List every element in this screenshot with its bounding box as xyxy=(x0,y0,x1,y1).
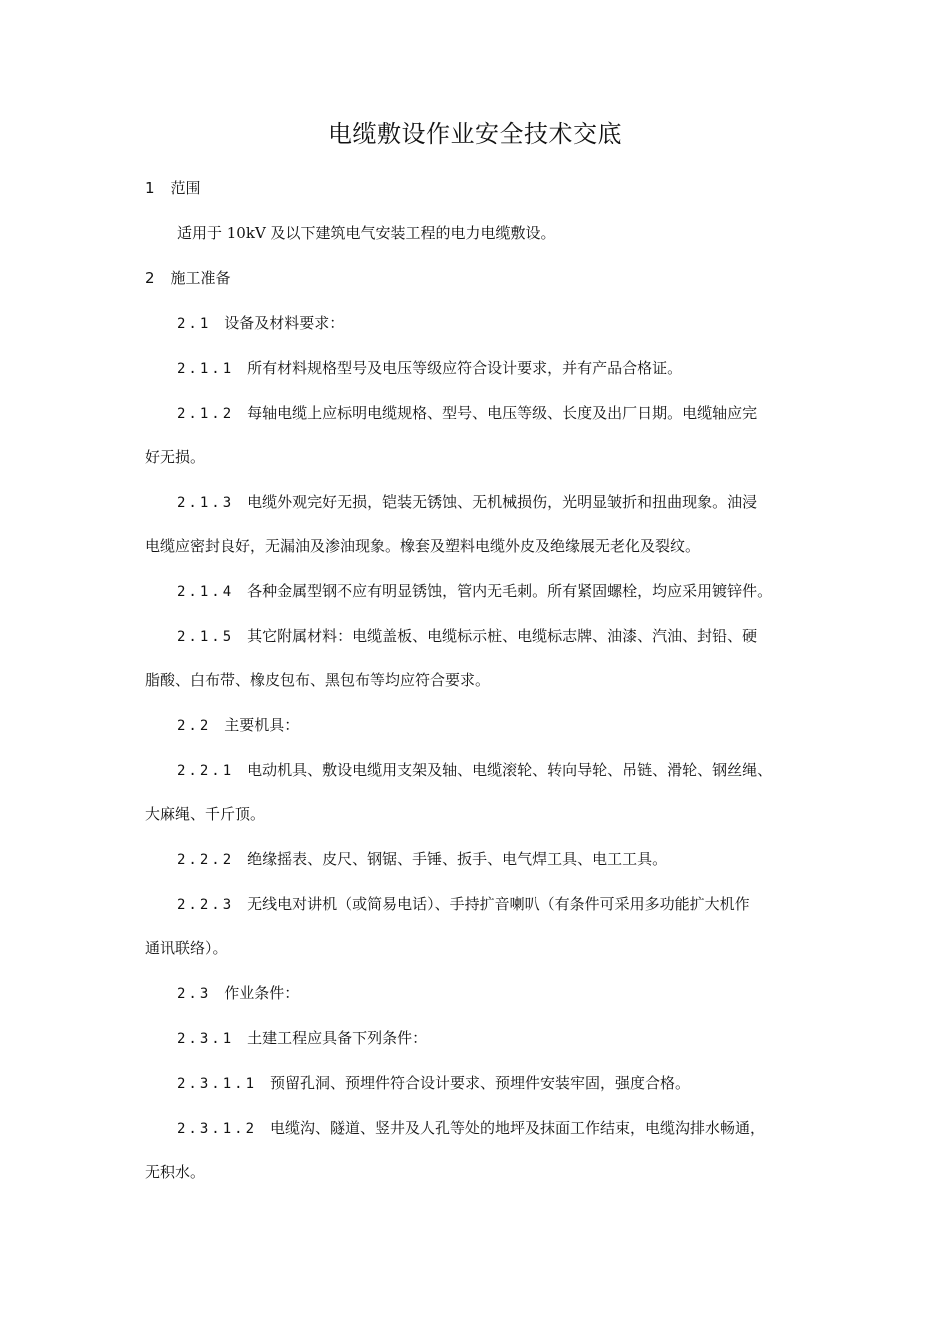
clause-2-1 xyxy=(177,312,344,335)
clause-2-2-3-continuation: 通讯联络）。 xyxy=(145,939,228,957)
clause-2-1-3 xyxy=(177,491,757,514)
paragraph-scope: 适用于 10kV 及以下建筑电气安装工程的电力电缆敷设。 xyxy=(177,224,556,242)
clause-2-1-3-continuation: 电缆应密封良好，无漏油及渗油现象。橡套及塑料电缆外皮及绝缘展无老化及裂纹。 xyxy=(145,537,701,555)
clause-text: 电缆外观完好无损，铠装无锈蚀、无机械损伤，光明显皱折和扭曲现象。油浸 xyxy=(247,493,758,511)
clause-2-2-2 xyxy=(177,848,667,871)
clause-2-1-5 xyxy=(177,625,757,648)
clause-2-1-4 xyxy=(177,580,772,603)
clause-number: 2.1.2 xyxy=(177,406,235,422)
clause-2-3-1-1 xyxy=(177,1072,690,1095)
clause-2-1-1 xyxy=(177,357,682,380)
clause-text: 所有材料规格型号及电压等级应符合设计要求，并有产品合格证。 xyxy=(247,359,683,377)
clause-number: 2.1 xyxy=(177,316,212,332)
section-number: 1 xyxy=(145,179,155,197)
clause-text: 作业条件： xyxy=(224,984,300,1002)
clause-2-1-2 xyxy=(177,402,757,425)
clause-number: 2.2 xyxy=(177,718,212,734)
clause-text: 主要机具： xyxy=(224,716,300,734)
clause-number: 2.2.1 xyxy=(177,763,235,779)
clause-number: 2.3 xyxy=(177,986,212,1002)
section-title: 范围 xyxy=(170,179,201,197)
clause-2-3 xyxy=(177,982,299,1005)
clause-number: 2.1.3 xyxy=(177,495,235,511)
clause-number: 2.3.1.1 xyxy=(177,1076,258,1092)
section-number: 2 xyxy=(145,269,155,287)
clause-2-3-1 xyxy=(177,1027,427,1050)
clause-number: 2.3.1 xyxy=(177,1031,235,1047)
clause-text: 电缆沟、隧道、竖井及人孔等处的地坪及抹面工作结束，电缆沟排水畅通， xyxy=(270,1119,766,1137)
document-title: 电缆敷设作业安全技术交底 xyxy=(328,120,622,148)
clause-number: 2.1.5 xyxy=(177,629,235,645)
clause-number: 2.3.1.2 xyxy=(177,1121,258,1137)
section-heading-1 xyxy=(145,177,201,199)
clause-2-3-1-2-continuation: 无积水。 xyxy=(145,1163,206,1181)
clause-text: 土建工程应具备下列条件： xyxy=(247,1029,428,1047)
clause-2-2 xyxy=(177,714,299,737)
section-heading-2 xyxy=(145,267,231,289)
clause-text: 绝缘摇表、皮尺、钢锯、手锤、扳手、电气焊工具、电工工具。 xyxy=(247,850,668,868)
clause-text: 无线电对讲机（或简易电话）、手持扩音喇叭（有条件可采用多功能扩大机作 xyxy=(247,895,750,913)
clause-2-3-1-2 xyxy=(177,1117,765,1140)
clause-text: 电动机具、敷设电缆用支架及轴、电缆滚轮、转向导轮、吊链、滑轮、钢丝绳、 xyxy=(247,761,773,779)
clause-2-2-1-continuation: 大麻绳、千斤顶。 xyxy=(145,805,266,823)
clause-2-1-2-continuation: 好无损。 xyxy=(145,448,206,466)
clause-2-2-1 xyxy=(177,759,772,782)
clause-text: 预留孔洞、预埋件符合设计要求、预埋件安装牢固，强度合格。 xyxy=(270,1074,691,1092)
clause-text: 每轴电缆上应标明电缆规格、型号、电压等级、长度及出厂日期。电缆轴应完 xyxy=(247,404,758,422)
clause-number: 2.1.1 xyxy=(177,361,235,377)
section-title: 施工准备 xyxy=(170,269,231,287)
clause-text: 其它附属材料：电缆盖板、电缆标示桩、电缆标志牌、油漆、汽油、封铅、硬 xyxy=(247,627,758,645)
clause-2-2-3 xyxy=(177,893,750,916)
clause-text: 设备及材料要求： xyxy=(224,314,345,332)
clause-number: 2.2.2 xyxy=(177,852,235,868)
clause-text: 各种金属型钢不应有明显锈蚀，管内无毛刺。所有紧固螺栓，均应采用镀锌件。 xyxy=(247,582,773,600)
clause-2-1-5-continuation: 脂酸、白布带、橡皮包布、黑包布等均应符合要求。 xyxy=(145,671,491,689)
clause-number: 2.1.4 xyxy=(177,584,235,600)
clause-number: 2.2.3 xyxy=(177,897,235,913)
